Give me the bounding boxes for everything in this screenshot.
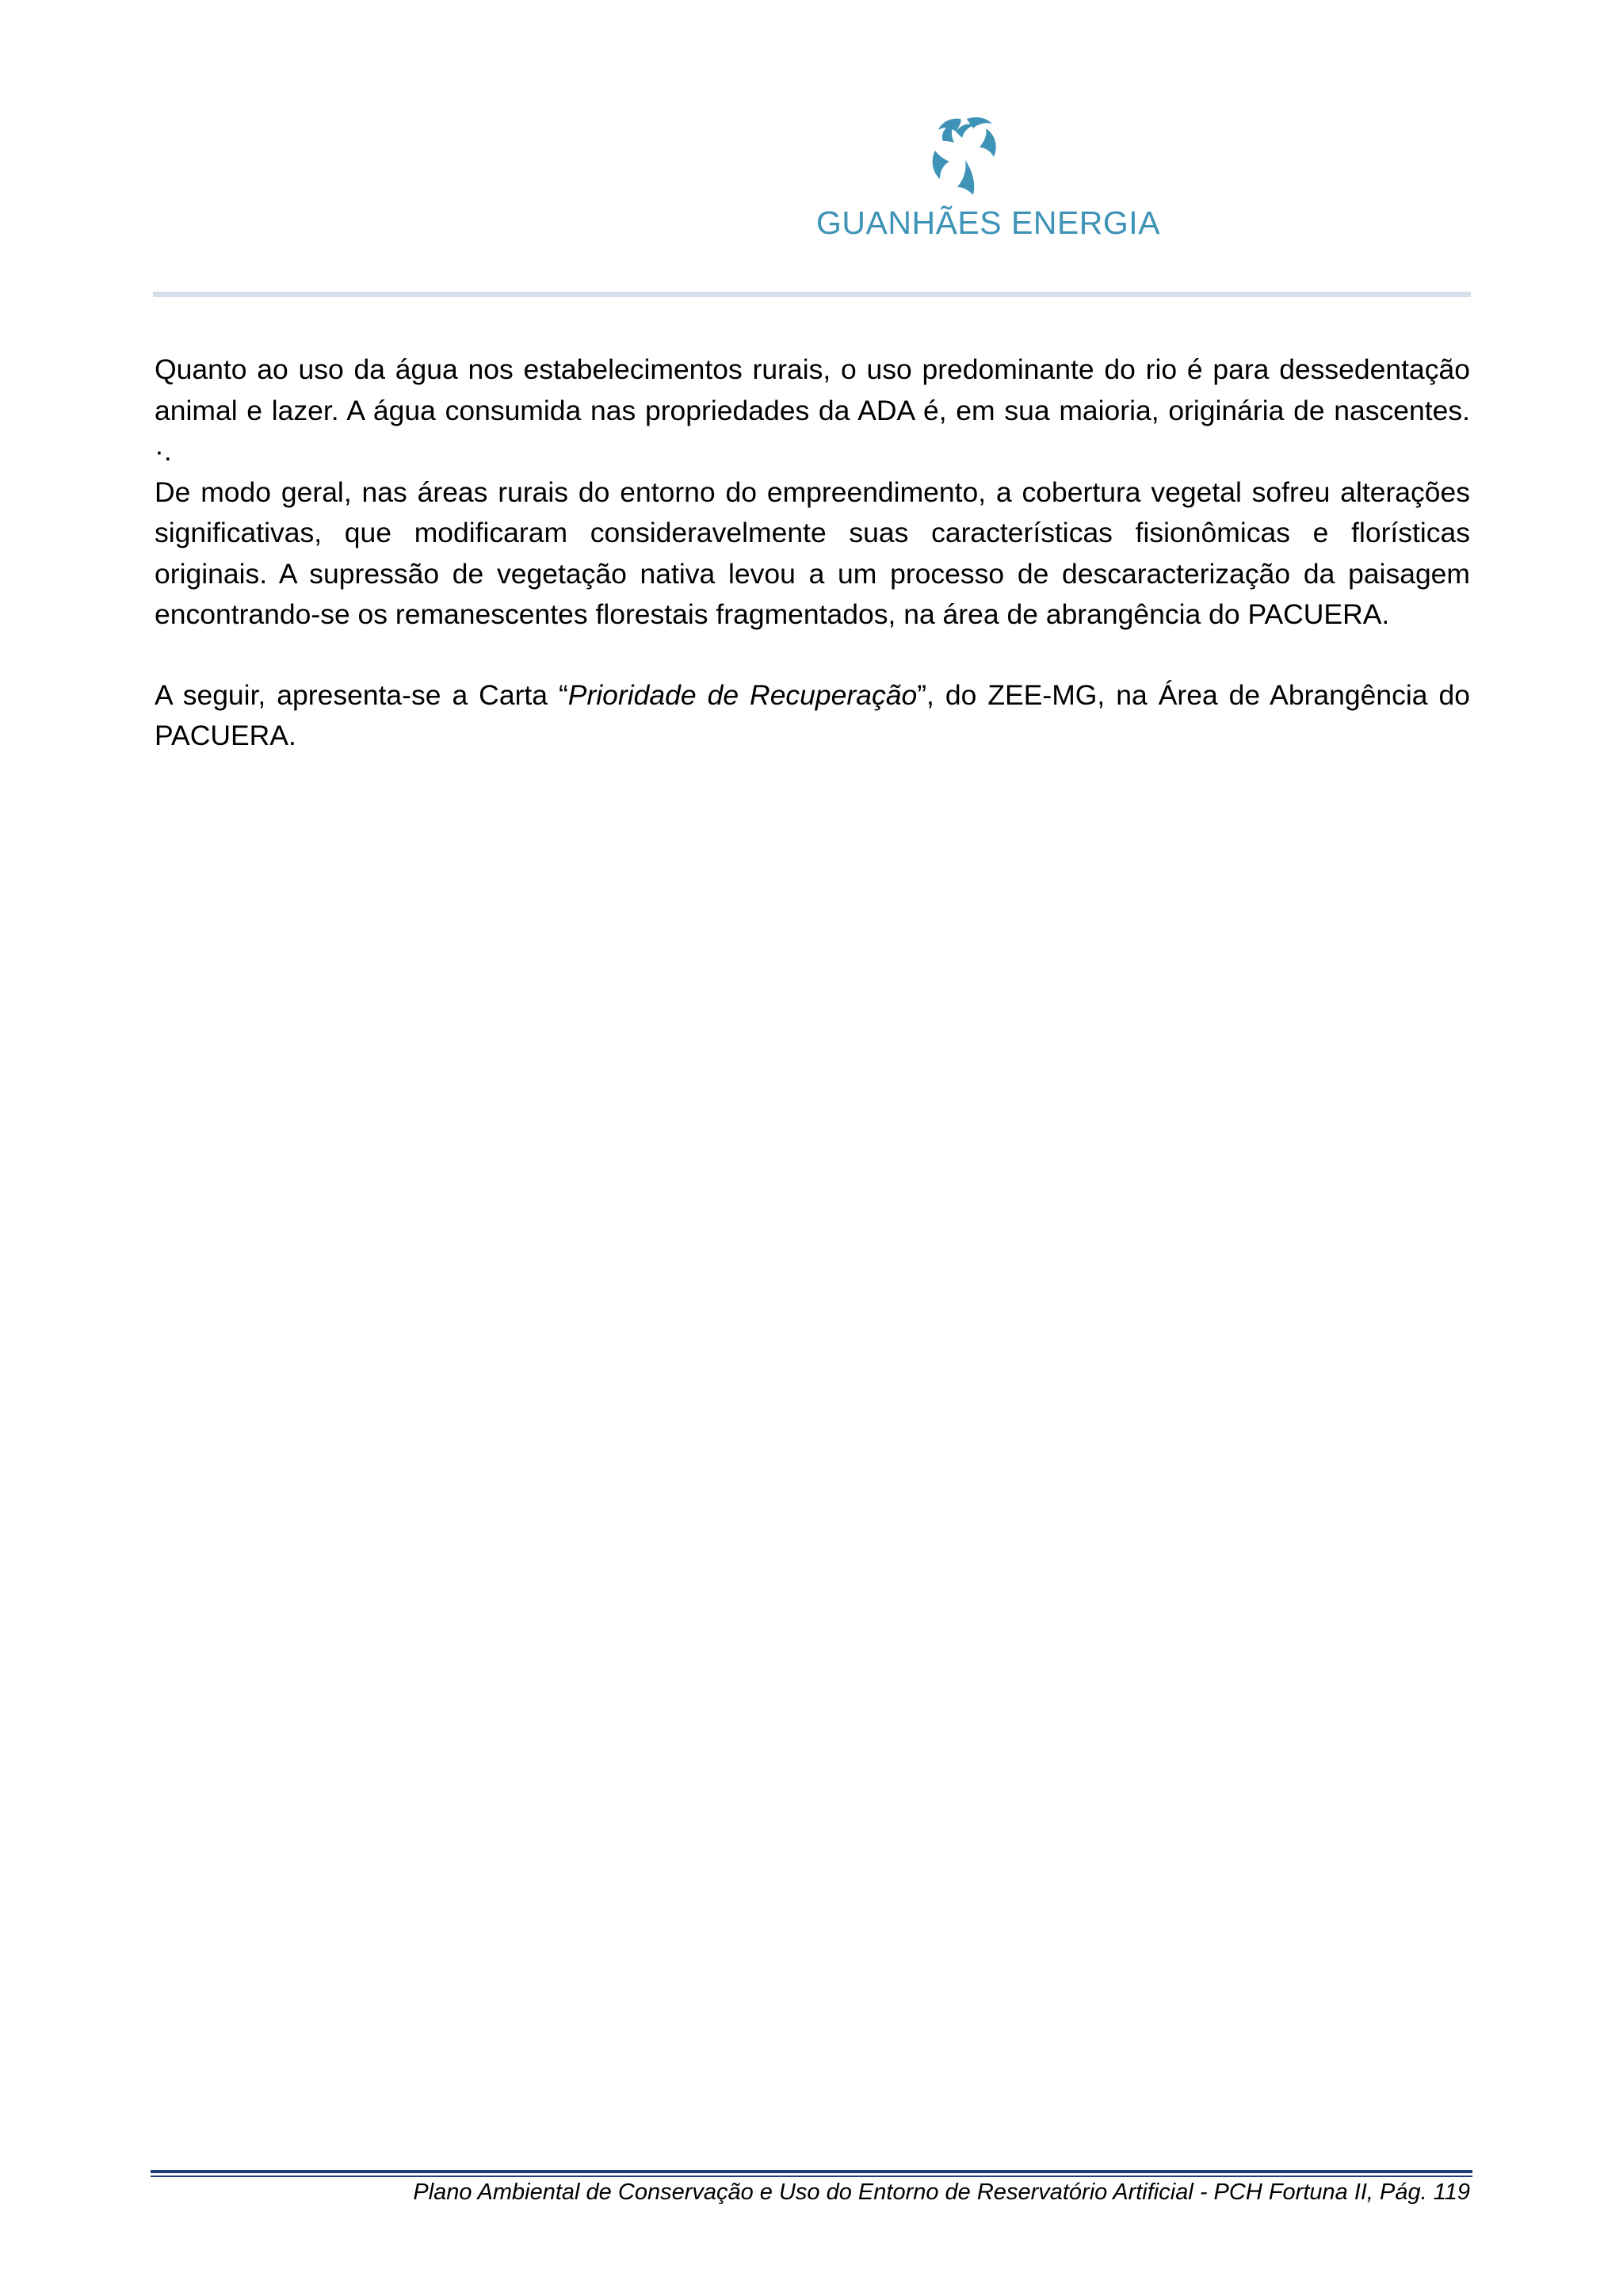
map-title-italic: Prioridade de Recuperação	[567, 678, 918, 711]
paragraph-line-text: Quanto ao uso da água nos estabelecimentos rurais, o uso predominante do rio é para dessedentação animal e lazer. A água consumida nas propriedades da ADA é, em sua maioria, originária de nascentes. ·.	[155, 353, 1470, 467]
header-divider	[153, 292, 1471, 297]
body-paragraph	[155, 675, 1470, 757]
footer-caption: Plano Ambiental de Conservação e Uso do Entorno de Reservatório Artificial - PCH Fortuna II, Pág. 119	[413, 2179, 1470, 2205]
footer-divider-thin	[151, 2176, 1472, 2177]
body-paragraph	[155, 350, 1470, 636]
logo-text: GUANHÃES ENERGIA	[816, 204, 1161, 241]
paragraph-line-text: De modo geral, nas áreas rurais do entorno do empreendimento, a cobertura vegetal sofreu alterações significativas, que modificaram consideravelmente suas características fisionômicas e florísticas originais. A supressão de vegetação nativa levou a um processo de descaracterização da paisagem encontrando-se os remanescentes florestais fragmentados, na área de abrangência do PACUERA.	[155, 476, 1470, 630]
paragraph-text: A seguir, apresenta-se a Carta “	[155, 678, 568, 711]
footer-divider-thick	[151, 2170, 1472, 2173]
company-logo	[816, 103, 1161, 246]
document-body	[155, 350, 1470, 757]
paragraph-text: ”, do ZEE-MG, na Área de Abrangência do PACUERA.	[155, 678, 1470, 751]
swirl-logo-icon	[919, 111, 1014, 206]
